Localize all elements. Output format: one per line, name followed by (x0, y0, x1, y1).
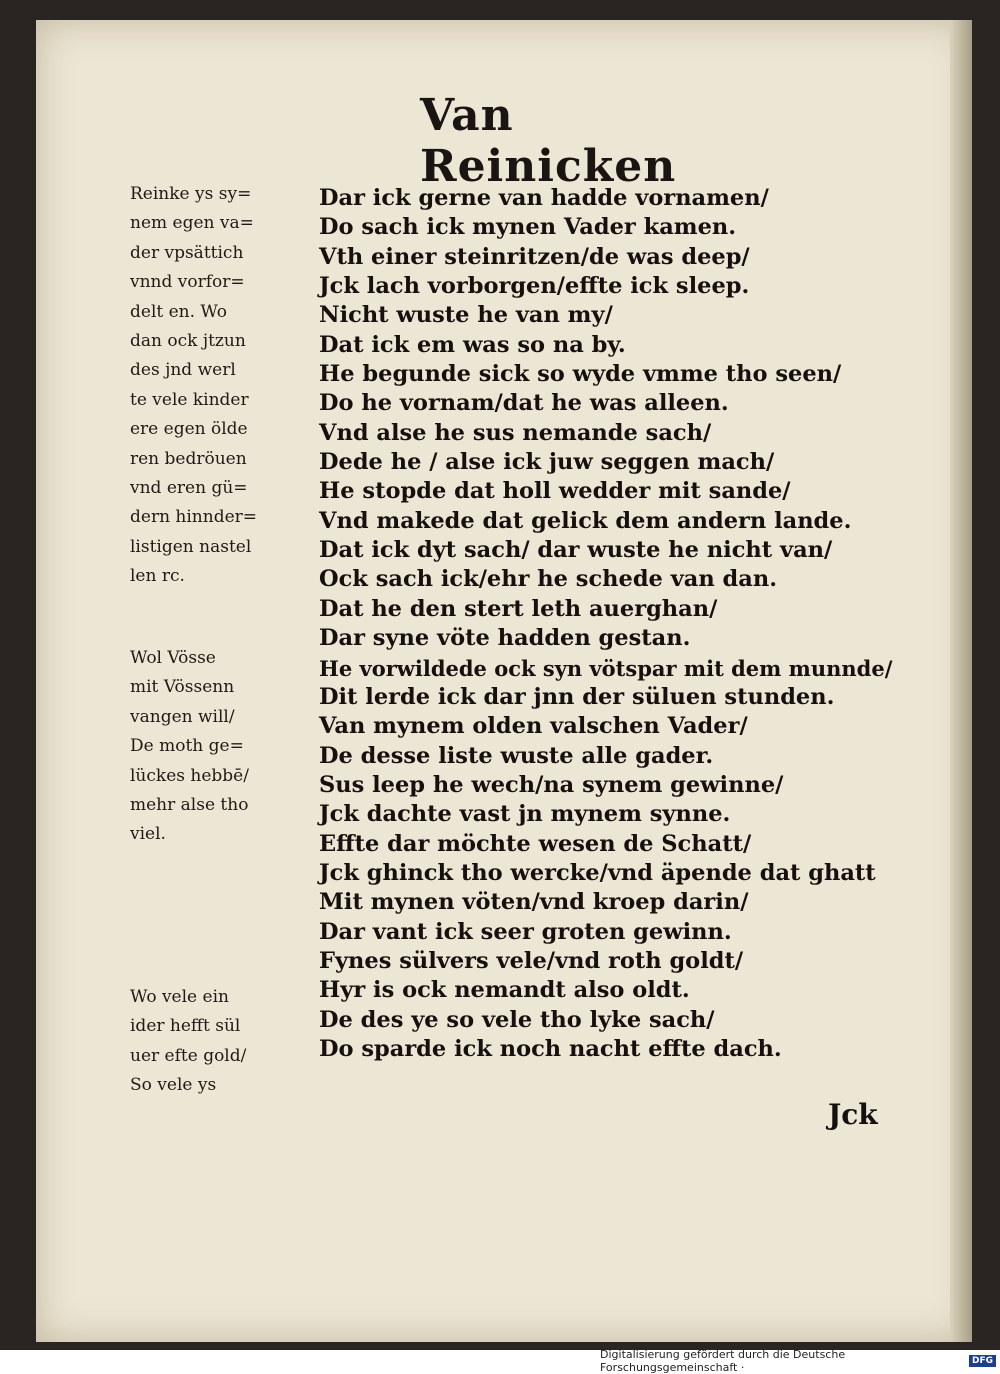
verse-line: Dar vant ick seer groten gewinn. (319, 918, 732, 945)
margin-note-line: te vele kinder (130, 389, 249, 410)
margin-note-line: ren bedröuen (130, 448, 247, 469)
margin-note-line: viel. (130, 824, 166, 845)
margin-note-line: Wo vele ein (130, 987, 229, 1007)
verse-line: Van mynem olden valschen Vader/ (319, 713, 748, 740)
margin-note-line: des jnd werl (130, 360, 236, 381)
verse-line: Mit mynen vöten/vnd kroep darin/ (319, 889, 749, 916)
margin-note-line: lückes hebbē/ (130, 765, 249, 786)
margin-note-line: delt en. Wo (130, 301, 227, 322)
margin-note-1 (130, 180, 320, 592)
verse-line: Jck ghinck tho wercke/vnd äpende dat ghatt (319, 859, 876, 886)
verse-line: He stopde dat holl wedder mit sande/ (319, 478, 791, 505)
margin-note-2 (130, 644, 320, 850)
margin-note-line: ider hefft sül (130, 1016, 241, 1037)
margin-note-line: Reinke ys sy= (130, 184, 252, 204)
verse-line: Dat ick dyt sach/ dar wuste he nicht van/ (319, 537, 833, 564)
running-head: Van Reinicken (420, 90, 677, 192)
page-gutter (950, 20, 972, 1342)
margin-note-line: ere egen ölde (130, 419, 248, 440)
verse-line: Jck lach vorborgen/effte ick sleep. (319, 273, 750, 300)
verse-line: He begunde sick so wyde vmme tho seen/ (319, 361, 842, 388)
margin-note-line: dern hinnder= (130, 507, 258, 528)
margin-note-line: mehr alse tho (130, 795, 249, 816)
margin-note-line: der vpsättich (130, 242, 244, 263)
verse-line: Do sach ick mynen Vader kamen. (319, 214, 737, 241)
verse-line: Dede he / alse ick juw seggen mach/ (319, 449, 775, 476)
verse-line: Effte dar möchte wesen de Schatt/ (319, 830, 752, 857)
verse-line: Dar ick gerne van hadde vornamen/ (319, 185, 769, 211)
footer-credit-text: Digitalisierung gefördert durch die Deutsche Forschungsgemeinschaft · (600, 1348, 846, 1374)
verse-line: Ock sach ick/ehr he schede van dan. (319, 566, 778, 593)
verse-line: Do he vornam/dat he was alleen. (319, 390, 729, 417)
verse-line: Dit lerde ick dar jnn der süluen stunden. (319, 683, 835, 710)
verse-line: Sus leep he wech/na synem gewinne/ (319, 771, 784, 798)
margin-note-line: len rc. (130, 566, 185, 587)
margin-note-line: dan ock jtzun (130, 331, 246, 352)
verse-line: Hyr is ock nemandt also oldt. (319, 977, 690, 1004)
verse-line: Vth einer steinritzen/de was deep/ (319, 243, 750, 270)
verse-line: Do sparde ick noch nacht effte dach. (319, 1035, 782, 1062)
verse-column (319, 184, 919, 1064)
verse-line: Jck dachte vast jn mynem synne. (319, 801, 731, 828)
margin-note-line: listigen nastel (130, 536, 252, 557)
verse-line: Vnd makede dat gelick dem andern lande. (319, 507, 852, 534)
margin-note-line: De moth ge= (130, 736, 244, 757)
margin-note-line: Wol Vösse (130, 648, 216, 668)
margin-note-line: vnnd vorfor= (130, 272, 245, 293)
verse-line: Dar syne vöte hadden gestan. (319, 625, 691, 652)
dfg-logo[interactable]: DFG (969, 1355, 996, 1367)
margin-note-line: vangen will/ (130, 706, 235, 727)
margin-note-line: uer efte gold/ (130, 1045, 247, 1066)
verse-line: De des ye so vele tho lyke sach/ (319, 1006, 715, 1033)
digitization-footer (600, 1348, 996, 1374)
margin-note-line: mit Vössenn (130, 677, 235, 698)
verse-line: Fynes sülvers vele/vnd roth goldt/ (319, 947, 744, 974)
verse-line: He vorwildede ock syn vötspar mit dem munnde/ (319, 655, 893, 681)
verse-line: Nicht wuste he van my/ (319, 302, 613, 329)
margin-note-3 (130, 983, 320, 1101)
catchword: Jck (828, 1098, 878, 1131)
verse-line: De desse liste wuste alle gader. (319, 742, 714, 769)
margin-note-line: vnd eren gü= (130, 478, 248, 499)
margin-note-line: So vele ys (130, 1075, 217, 1096)
verse-line: Vnd alse he sus nemande sach/ (319, 419, 712, 446)
verse-line: Dat ick em was so na by. (319, 331, 626, 358)
verse-line: Dat he den stert leth auerghan/ (319, 595, 718, 622)
margin-note-line: nem egen va= (130, 213, 254, 234)
